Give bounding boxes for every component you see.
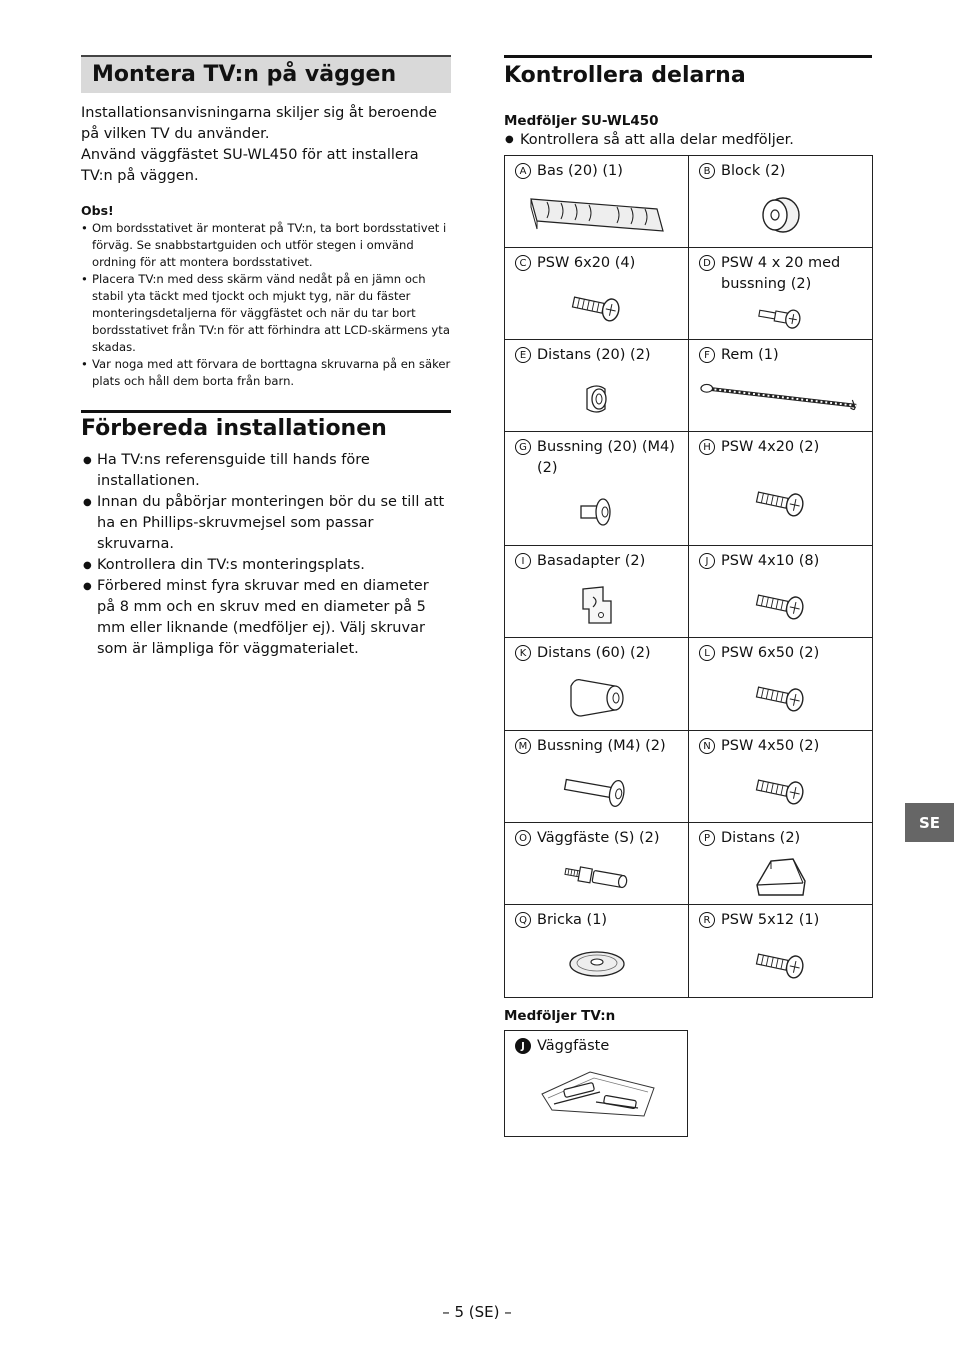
right-column [504,55,872,1137]
part-label: Väggfäste (S) (2) [537,830,660,846]
part-cell [689,248,873,340]
intro-line-2: Använd väggfästet SU-WL450 för att installera TV:n på väggen. [81,147,419,184]
part-label: PSW 4x20 (2) [721,439,820,455]
base-bracket-icon [515,182,678,247]
part-cell [505,638,689,731]
part-cell [689,156,873,248]
parts-row [505,546,873,638]
screw-icon [699,572,862,637]
note-item: • Om bordsstativet är monterat på TV:n, ta bort bordsstativet i förväg. Se snabbstartguiden och utför stegen i omvänd ordning för att montera bordsstativet. [81,220,451,271]
part-cell [689,340,873,432]
part-letter: D [699,255,715,271]
screw-icon [699,931,862,997]
part-label: Block (2) [721,163,786,179]
part-letter: E [515,347,531,363]
part-label: Rem (1) [721,347,779,363]
prep-item: ● Ha TV:ns referensguide till hands före installationen. [81,450,451,492]
part-cell [505,905,689,998]
language-tab: SE [905,803,954,842]
part-letter: B [699,163,715,179]
screw-icon [515,274,678,339]
parts-row [505,340,873,432]
part-letter: A [515,163,531,179]
part-label: Bas (20) (1) [537,163,623,179]
part-letter: J [699,553,715,569]
part-cell [505,248,689,340]
wall-anchor-icon [515,849,678,904]
part-letter: G [515,439,531,455]
section-heading-check [504,55,872,91]
part-letter: P [699,830,715,846]
part-letter: I [515,553,531,569]
part-cell [689,731,873,823]
part-letter: L [699,645,715,661]
intro-line-1: Installationsanvisningarna skiljer sig åt beroende på vilken TV du använder. [81,105,437,142]
intro-paragraph [81,103,451,187]
part-label: PSW 4x50 (2) [721,738,820,754]
part-letter: Q [515,912,531,928]
part-label: Distans (20) (2) [537,347,651,363]
prep-list [81,450,451,660]
part-label: Basadapter (2) [537,553,646,569]
part-label: PSW 4 x 20 med bussning (2) [721,255,841,292]
part-letter: F [699,347,715,363]
parts-table [504,155,873,998]
part-cell [505,731,689,823]
bushing-screw-icon [699,295,862,339]
part-letter: N [699,738,715,754]
section-heading-prepare [81,410,451,444]
part-letter: R [699,912,715,928]
note-item: • Placera TV:n med dess skärm vänd nedåt på en jämn och stabil yta täckt med tjockt och mjukt tyg, när du fäster monteringsdetaljerna för väggfästet och när du tar bort bordsstativet från TV:n för att förhindra att LCD-skärmens yta skadas. [81,271,451,356]
prep-item: ● Förbered minst fyra skruvar med en diameter på 8 mm och en skruv med en diameter på 5 mm eller liknande (medföljer ej). Välj skruvar som är lämpliga för väggmaterialet. [81,576,451,660]
part-label: Bussning (M4) (2) [537,738,666,754]
wall-bracket-pack-icon [515,1057,677,1131]
part-cell [505,546,689,638]
parts-row [505,156,873,248]
note-item: • Var noga med att förvara de borttagna skruvarna på en säker plats och håll dem borta från barn. [81,356,451,390]
left-column [81,55,451,660]
part-letter: K [515,645,531,661]
wedge-spacer-icon [699,849,862,904]
prep-item: ● Kontrollera din TV:s monteringsplats. [81,555,451,576]
long-bushing-icon [515,757,678,822]
part-label: Distans (60) (2) [537,645,651,661]
parts-row [505,432,873,546]
base-adapter-icon [515,572,678,637]
part-cell [689,905,873,998]
check-instruction: ● Kontrollera så att alla delar medföljer. [504,130,872,150]
screw-icon [699,458,862,545]
washer-icon [515,931,678,997]
spacer-icon [515,366,678,431]
tv-part-cell [504,1030,688,1137]
part-label: Väggfäste [537,1038,610,1054]
belt-icon [699,366,862,431]
note-title: Obs! [81,203,114,218]
tv-included-title: Medföljer TV:n [504,1008,616,1024]
part-label: PSW 4x10 (8) [721,553,820,569]
section-title-mount: Montera TV:n på väggen [92,62,397,87]
part-letter: O [515,830,531,846]
section-heading-mount [81,55,451,93]
part-cell [505,823,689,905]
parts-row [505,638,873,731]
part-cell [689,823,873,905]
part-cell [689,546,873,638]
bushing-icon [515,479,678,545]
part-cell [505,340,689,432]
part-letter: J [515,1038,531,1054]
part-letter: C [515,255,531,271]
part-letter: M [515,738,531,754]
prep-item: ● Innan du påbörjar monteringen bör du se till att ha en Phillips-skruvmejsel som passar skruvarna. [81,492,451,555]
section-title-check: Kontrollera delarna [504,63,746,88]
part-cell [505,156,689,248]
screw-icon [699,757,862,822]
section-title-prepare: Förbereda installationen [81,416,387,441]
block-icon [699,182,862,247]
parts-row [505,731,873,823]
screw-icon [699,664,862,730]
parts-row [505,905,873,998]
long-spacer-icon [515,664,678,730]
parts-row [505,248,873,340]
part-label: Bricka (1) [537,912,608,928]
part-label: Bussning (20) (M4) (2) [537,439,675,476]
parts-row [505,823,873,905]
part-cell [689,638,873,731]
included-title: Medföljer SU-WL450 [504,113,659,129]
part-letter: H [699,439,715,455]
part-label: Distans (2) [721,830,801,846]
page-number: – 5 (SE) – [442,1303,512,1321]
part-cell [689,432,873,546]
part-cell [505,432,689,546]
part-label: PSW 5x12 (1) [721,912,820,928]
part-label: PSW 6x50 (2) [721,645,820,661]
part-label: PSW 6x20 (4) [537,255,636,271]
note-list [81,220,451,390]
